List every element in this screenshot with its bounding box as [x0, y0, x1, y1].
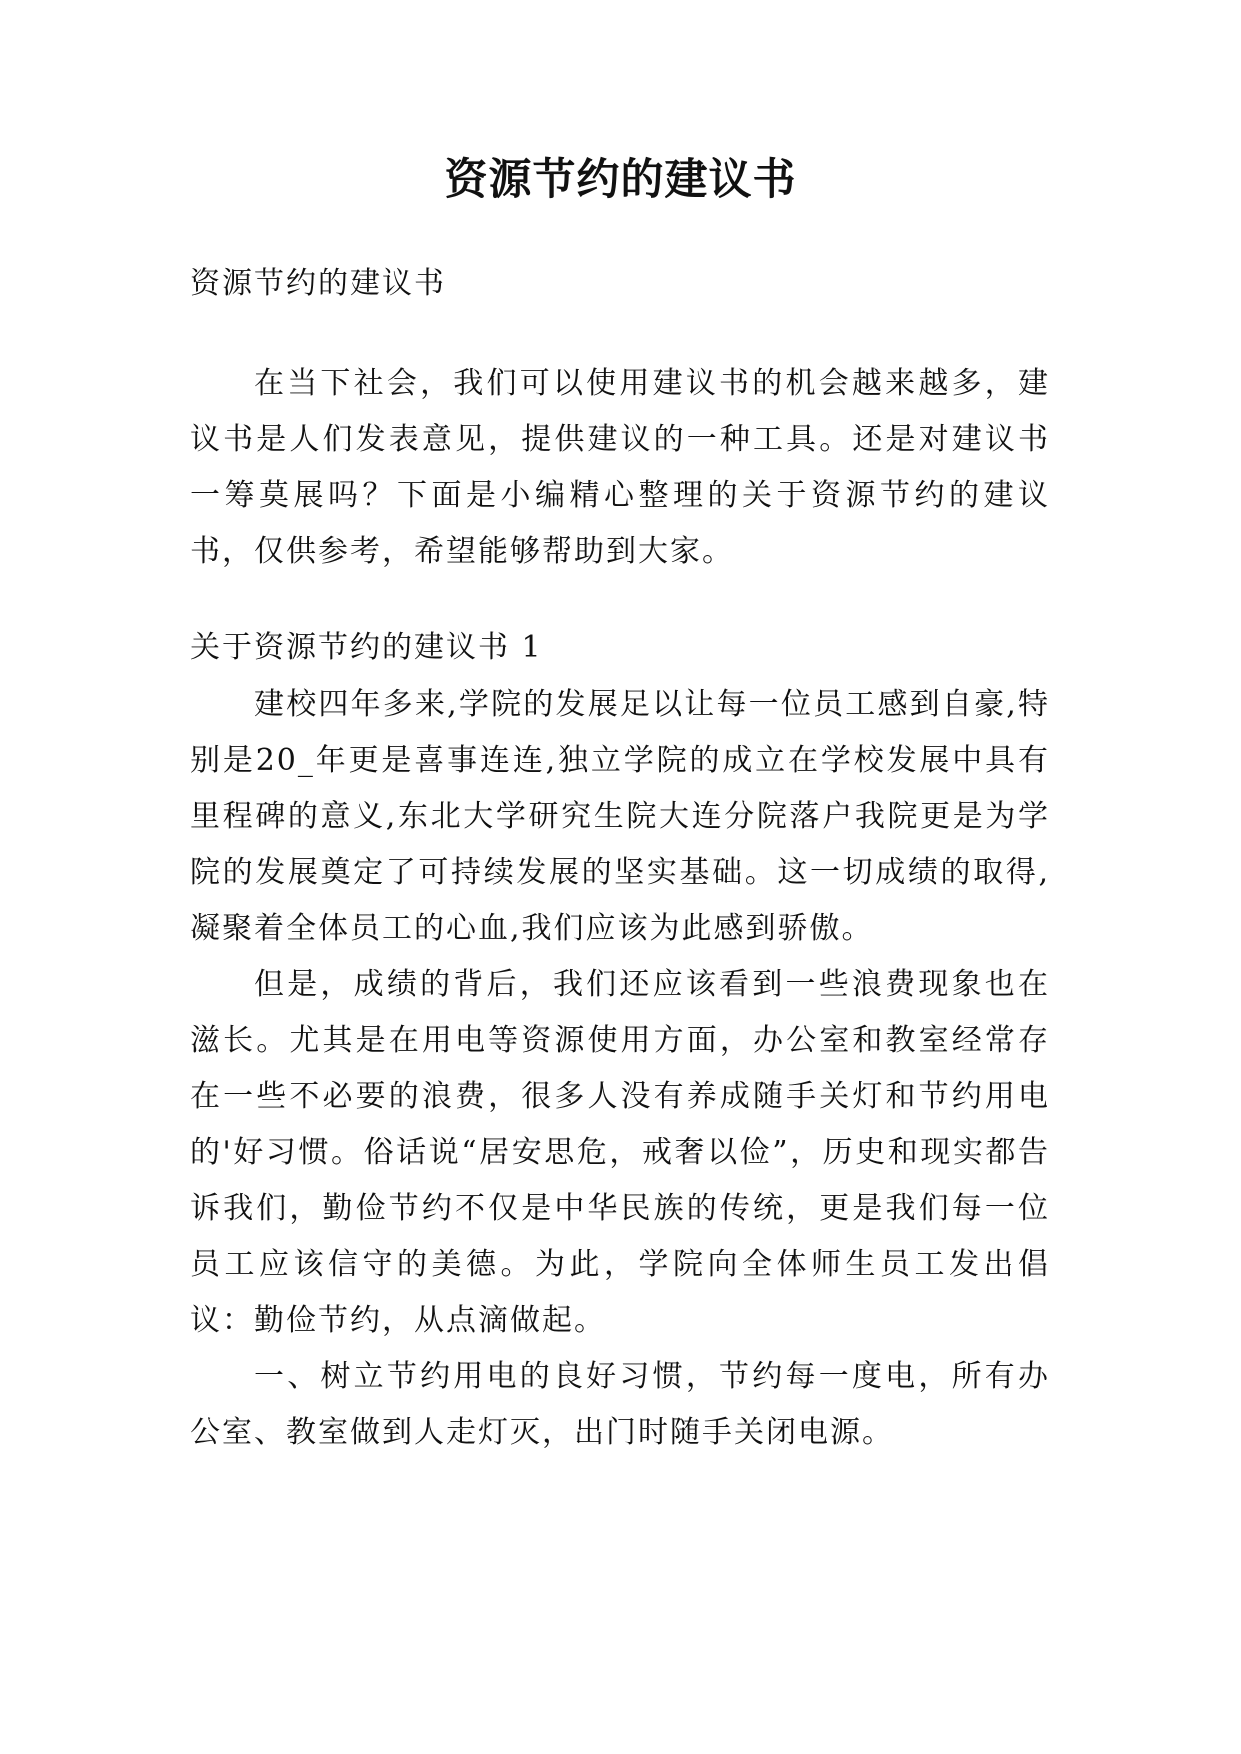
body-paragraph-1: 建校四年多来,学院的发展足以让每一位员工感到自豪,特别是20_年更是喜事连连,独立学院的成立在学校发展中具有里程碑的意义,东北大学研究生院大连分院落户我院更是为学院的发展奠定了可持续发展的坚实基础。这一切成绩的取得,凝聚着全体员工的心血,我们应该为此感到骄傲。 [190, 687, 1050, 946]
section-heading: 关于资源节约的建议书 1 [190, 630, 543, 665]
body-paragraph-3: 一、树立节约用电的良好习惯，节约每一度电，所有办公室、教室做到人走灯灭，出门时随手关闭电源。 [190, 1359, 1050, 1450]
body-paragraph-2: 但是，成绩的背后，我们还应该看到一些浪费现象也在滋长。尤其是在用电等资源使用方面，办公室和教室经常存在一些不必要的浪费，很多人没有养成随手关灯和节约用电的'好习惯。俗话说“居安思危，戒奢以俭”，历史和现实都告诉我们，勤俭节约不仅是中华民族的传统，更是我们每一位员工应该信守的美德。为此，学院向全体师生员工发出倡议：勤俭节约，从点滴做起。 [190, 967, 1050, 1338]
intro-paragraph: 在当下社会，我们可以使用建议书的机会越来越多，建议书是人们发表意见，提供建议的一种工具。还是对建议书一筹莫展吗？下面是小编精心整理的关于资源节约的建议书，仅供参考，希望能够帮助到大家。 [190, 366, 1050, 569]
document-subtitle: 资源节约的建议书 [190, 266, 446, 301]
document-title: 资源节约的建议书 [444, 155, 797, 205]
